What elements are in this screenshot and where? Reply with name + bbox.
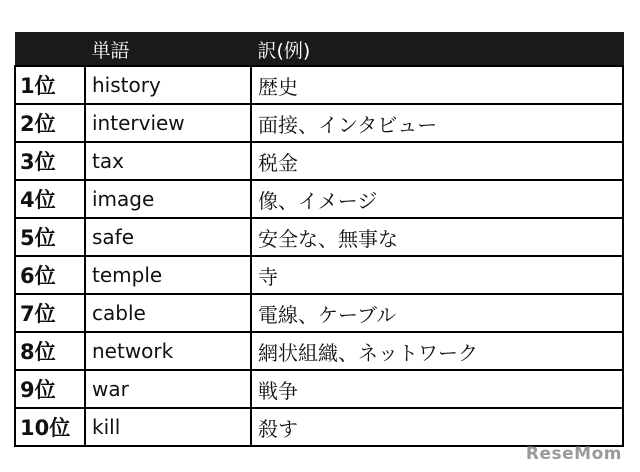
word-cell: cable xyxy=(85,294,251,332)
header-rank xyxy=(15,33,85,67)
table-header xyxy=(15,33,623,67)
translation-cell: 寺 xyxy=(251,256,623,294)
table-row xyxy=(15,104,623,142)
translation-cell: 税金 xyxy=(251,142,623,180)
rank-cell: 4位 xyxy=(15,180,85,218)
word-cell: temple xyxy=(85,256,251,294)
table-body xyxy=(15,66,623,446)
translation-cell: 像、イメージ xyxy=(251,180,623,218)
table-row xyxy=(15,218,623,256)
vocabulary-ranking-table xyxy=(14,32,624,447)
table-row xyxy=(15,142,623,180)
word-cell: history xyxy=(85,66,251,104)
table-row xyxy=(15,408,623,446)
translation-cell: 歴史 xyxy=(251,66,623,104)
word-cell: war xyxy=(85,370,251,408)
word-cell: network xyxy=(85,332,251,370)
translation-cell: 戦争 xyxy=(251,370,623,408)
header-row xyxy=(15,33,623,67)
header-word: 単語 xyxy=(85,33,251,67)
rank-cell: 6位 xyxy=(15,256,85,294)
rank-cell: 7位 xyxy=(15,294,85,332)
rank-cell: 1位 xyxy=(15,66,85,104)
word-cell: interview xyxy=(85,104,251,142)
translation-cell: 面接、インタビュー xyxy=(251,104,623,142)
rank-cell: 9位 xyxy=(15,370,85,408)
rank-cell: 2位 xyxy=(15,104,85,142)
table-row xyxy=(15,370,623,408)
rank-cell: 3位 xyxy=(15,142,85,180)
word-cell: tax xyxy=(85,142,251,180)
rank-cell: 10位 xyxy=(15,408,85,446)
word-cell: safe xyxy=(85,218,251,256)
table-row xyxy=(15,180,623,218)
translation-cell: 殺す xyxy=(251,408,623,446)
table-row xyxy=(15,332,623,370)
word-cell: image xyxy=(85,180,251,218)
table-row xyxy=(15,256,623,294)
rank-cell: 5位 xyxy=(15,218,85,256)
table-row xyxy=(15,294,623,332)
rank-cell: 8位 xyxy=(15,332,85,370)
resemom-watermark: ReseMom xyxy=(525,444,622,464)
table-row xyxy=(15,66,623,104)
translation-cell: 電線、ケーブル xyxy=(251,294,623,332)
translation-cell: 網状組織、ネットワーク xyxy=(251,332,623,370)
header-translation: 訳(例) xyxy=(251,33,623,67)
translation-cell: 安全な、無事な xyxy=(251,218,623,256)
word-cell: kill xyxy=(85,408,251,446)
